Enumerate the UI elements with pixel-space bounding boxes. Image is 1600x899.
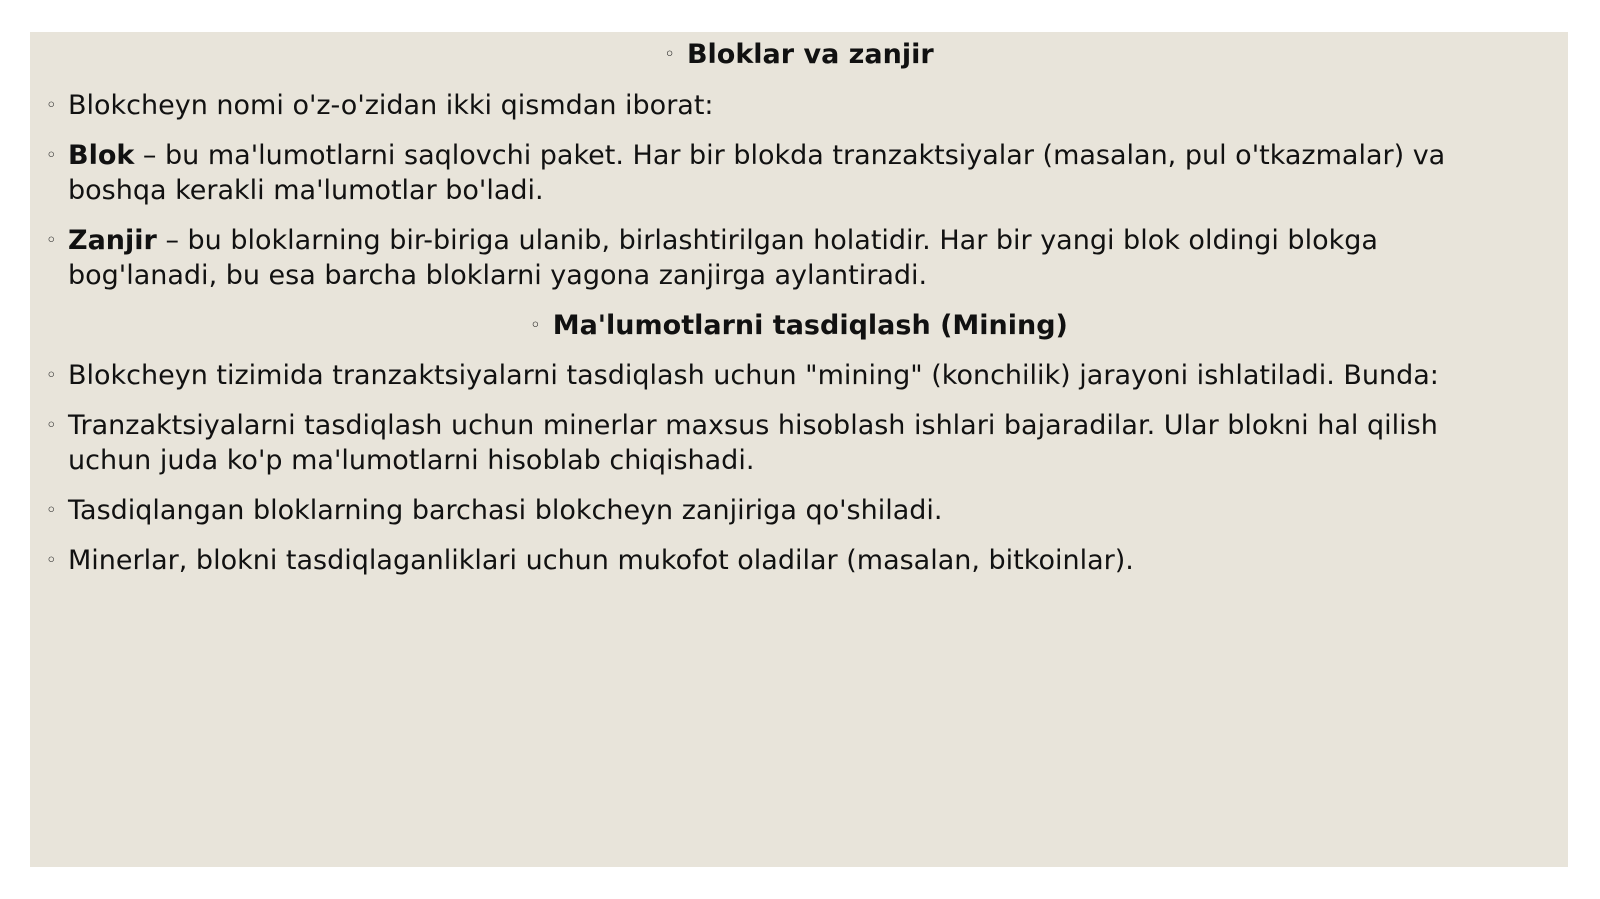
bullet-icon: ◦	[46, 550, 57, 571]
bullet-icon: ◦	[530, 315, 541, 336]
slide	[30, 32, 1568, 867]
term-zanjir: Zanjir	[68, 225, 157, 256]
item-text: uchun juda ko'p ma'lumotlarni hisoblab chiqishadi.	[68, 445, 755, 476]
blok-description: – bu ma'lumotlarni saqlovchi paket. Har bir blokda tranzaktsiyalar (masalan, pul o'tkazmalar) va	[134, 140, 1446, 171]
heading-mining	[30, 308, 1568, 344]
bullet-icon: ◦	[46, 415, 57, 436]
heading-text: Ma'lumotlarni tasdiqlash (Mining)	[552, 310, 1068, 341]
bullet-icon: ◦	[664, 44, 675, 65]
bullet-icon: ◦	[46, 95, 57, 116]
item-text: Blokcheyn nomi o'z-o'zidan ikki qismdan iborat:	[68, 90, 714, 121]
item-text: Tranzaktsiyalarni tasdiqlash uchun minerlar maxsus hisoblash ishlari bajaradilar. Ular blokni hal qilish	[68, 410, 1438, 441]
heading-text: Bloklar va zanjir	[686, 39, 934, 70]
bullet-icon: ◦	[46, 365, 57, 386]
item-text: Tasdiqlangan bloklarning barchasi blokcheyn zanjiriga qo'shiladi.	[68, 495, 943, 526]
item-text: bog'lanadi, bu esa barcha bloklarni yagona zanjirga aylantiradi.	[68, 260, 928, 291]
zanjir-description: – bu bloklarning bir-biriga ulanib, birlashtirilgan holatidir. Har bir yangi blok oldingi blokga	[156, 225, 1378, 256]
item-text: boshqa kerakli ma'lumotlar bo'ladi.	[68, 175, 544, 206]
item-text	[68, 138, 1445, 174]
term-blok: Blok	[68, 140, 135, 171]
item-text: Minerlar, blokni tasdiqlaganliklari uchun mukofot oladilar (masalan, bitkoinlar).	[68, 545, 1134, 576]
bullet-icon: ◦	[46, 500, 57, 521]
bullet-icon: ◦	[46, 230, 57, 251]
item-text	[68, 223, 1378, 259]
item-text: Blokcheyn tizimida tranzaktsiyalarni tasdiqlash uchun "mining" (konchilik) jarayoni ishlatiladi. Bunda:	[68, 360, 1439, 391]
bullet-icon: ◦	[46, 145, 57, 166]
heading-bloklar-va-zanjir	[30, 37, 1568, 73]
